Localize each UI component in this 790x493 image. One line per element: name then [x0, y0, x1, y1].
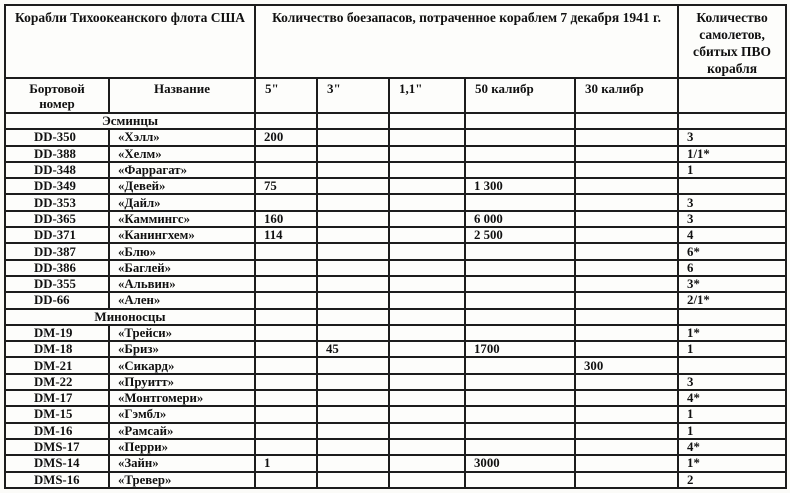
ammo-1-1in-cell	[389, 374, 465, 390]
ammo-30cal-cell	[575, 439, 678, 455]
ship-number-cell: DM-17	[5, 390, 109, 406]
empty-cell	[317, 309, 389, 325]
ammo-50cal-cell	[465, 374, 575, 390]
ammo-3in-cell	[317, 423, 389, 439]
aa-kills-cell: 4*	[678, 439, 786, 455]
ammo-3in-cell	[317, 292, 389, 308]
ammo-5in-cell	[255, 260, 317, 276]
ship-number-cell: DMS-14	[5, 455, 109, 471]
col-header-hull-number: Бортовой номер	[5, 78, 109, 113]
ammo-30cal-cell	[575, 243, 678, 259]
ammo-5in-cell	[255, 472, 317, 488]
ammo-30cal-cell	[575, 194, 678, 210]
ammo-1-1in-cell	[389, 292, 465, 308]
ammo-5in-cell	[255, 162, 317, 178]
ammo-50cal-cell	[465, 357, 575, 373]
aa-kills-cell: 3	[678, 194, 786, 210]
ship-name-cell: «Хэлл»	[109, 129, 255, 145]
empty-cell	[389, 309, 465, 325]
header-ammo-group: Количество боезапасов, потраченное кораблем 7 декабря 1941 г.	[255, 5, 678, 78]
aa-kills-cell: 1/1*	[678, 146, 786, 162]
section-title: Эсминцы	[5, 113, 255, 129]
ammo-3in-cell	[317, 276, 389, 292]
ship-name-cell: «Тревер»	[109, 472, 255, 488]
ship-name-cell: «Зайн»	[109, 455, 255, 471]
ship-name-cell: «Хелм»	[109, 146, 255, 162]
ship-name-cell: «Пруитт»	[109, 374, 255, 390]
ship-name-cell: «Блю»	[109, 243, 255, 259]
ammo-50cal-cell	[465, 439, 575, 455]
table-row	[5, 357, 786, 373]
table-row	[5, 194, 786, 210]
ammo-5in-cell	[255, 357, 317, 373]
ammo-3in-cell	[317, 194, 389, 210]
ammo-30cal-cell	[575, 374, 678, 390]
section-row	[5, 309, 786, 325]
empty-cell	[678, 309, 786, 325]
col-header-3in: 3"	[317, 78, 389, 113]
ammo-50cal-cell	[465, 146, 575, 162]
ship-number-cell: DD-66	[5, 292, 109, 308]
ammo-1-1in-cell	[389, 472, 465, 488]
ship-number-cell: DD-388	[5, 146, 109, 162]
ammo-50cal-cell	[465, 390, 575, 406]
ship-name-cell: «Сикард»	[109, 357, 255, 373]
ammo-3in-cell	[317, 243, 389, 259]
aa-kills-cell: 2/1*	[678, 292, 786, 308]
table-row	[5, 211, 786, 227]
ship-number-cell: DM-15	[5, 406, 109, 422]
ammo-50cal-cell	[465, 162, 575, 178]
aa-kills-cell: 3	[678, 129, 786, 145]
ship-number-cell: DM-16	[5, 423, 109, 439]
aa-kills-cell: 4*	[678, 390, 786, 406]
ammo-5in-cell	[255, 390, 317, 406]
ship-name-cell: «Гэмбл»	[109, 406, 255, 422]
ship-number-cell: DD-348	[5, 162, 109, 178]
ammo-30cal-cell	[575, 455, 678, 471]
col-header-aa-empty	[678, 78, 786, 113]
aa-kills-cell: 6	[678, 260, 786, 276]
aa-kills-cell: 1	[678, 162, 786, 178]
ammo-50cal-cell: 6 000	[465, 211, 575, 227]
header-group-row	[5, 5, 786, 78]
aa-kills-cell: 1	[678, 341, 786, 357]
ammo-1-1in-cell	[389, 325, 465, 341]
table-row	[5, 472, 786, 488]
ammo-3in-cell	[317, 178, 389, 194]
ammo-1-1in-cell	[389, 243, 465, 259]
ship-name-cell: «Фаррагат»	[109, 162, 255, 178]
ammo-1-1in-cell	[389, 178, 465, 194]
ammo-5in-cell: 114	[255, 227, 317, 243]
ammo-3in-cell	[317, 472, 389, 488]
col-header-5in: 5"	[255, 78, 317, 113]
ammo-30cal-cell	[575, 260, 678, 276]
ammo-30cal-cell	[575, 178, 678, 194]
ammo-30cal-cell	[575, 292, 678, 308]
col-header-30cal: 30 калибр	[575, 78, 678, 113]
aa-kills-cell: 3	[678, 374, 786, 390]
table-row	[5, 374, 786, 390]
ammo-5in-cell: 1	[255, 455, 317, 471]
ammo-3in-cell	[317, 390, 389, 406]
ammo-3in-cell	[317, 325, 389, 341]
ammo-5in-cell	[255, 325, 317, 341]
ammo-5in-cell	[255, 374, 317, 390]
ammo-5in-cell	[255, 423, 317, 439]
ammo-1-1in-cell	[389, 439, 465, 455]
empty-cell	[317, 113, 389, 129]
ammo-3in-cell	[317, 260, 389, 276]
ammo-1-1in-cell	[389, 194, 465, 210]
ship-number-cell: DD-349	[5, 178, 109, 194]
table-row	[5, 178, 786, 194]
ammo-3in-cell	[317, 162, 389, 178]
ammo-3in-cell	[317, 227, 389, 243]
ammo-30cal-cell	[575, 423, 678, 439]
ammo-50cal-cell	[465, 292, 575, 308]
ammo-1-1in-cell	[389, 455, 465, 471]
aa-kills-cell: 2	[678, 472, 786, 488]
ship-name-cell: «Перри»	[109, 439, 255, 455]
ammo-1-1in-cell	[389, 406, 465, 422]
ammo-30cal-cell	[575, 472, 678, 488]
ammo-50cal-cell	[465, 243, 575, 259]
table-row	[5, 292, 786, 308]
empty-cell	[465, 309, 575, 325]
ammo-1-1in-cell	[389, 211, 465, 227]
ship-number-cell: DM-19	[5, 325, 109, 341]
ammo-5in-cell	[255, 146, 317, 162]
ammo-1-1in-cell	[389, 129, 465, 145]
table-row	[5, 146, 786, 162]
header-aa-group: Количество самолетов, сбитых ПВО корабля	[678, 5, 786, 78]
ammo-3in-cell	[317, 439, 389, 455]
table-row	[5, 325, 786, 341]
ammo-5in-cell: 160	[255, 211, 317, 227]
ammo-50cal-cell	[465, 472, 575, 488]
ammo-30cal-cell	[575, 227, 678, 243]
ammo-1-1in-cell	[389, 357, 465, 373]
ammo-5in-cell: 75	[255, 178, 317, 194]
ammo-50cal-cell	[465, 406, 575, 422]
ammo-3in-cell	[317, 146, 389, 162]
ammo-30cal-cell	[575, 146, 678, 162]
ship-number-cell: DD-387	[5, 243, 109, 259]
ship-name-cell: «Дайл»	[109, 194, 255, 210]
table-row	[5, 243, 786, 259]
ammo-50cal-cell	[465, 325, 575, 341]
ammo-5in-cell	[255, 439, 317, 455]
empty-cell	[389, 113, 465, 129]
ship-number-cell: DMS-17	[5, 439, 109, 455]
ammo-1-1in-cell	[389, 227, 465, 243]
ammo-30cal-cell	[575, 341, 678, 357]
ammo-30cal-cell	[575, 325, 678, 341]
ship-number-cell: DMS-16	[5, 472, 109, 488]
aa-kills-cell: 1*	[678, 325, 786, 341]
ammo-1-1in-cell	[389, 390, 465, 406]
ammo-50cal-cell: 1700	[465, 341, 575, 357]
ammo-1-1in-cell	[389, 341, 465, 357]
ammo-30cal-cell	[575, 276, 678, 292]
empty-cell	[255, 113, 317, 129]
aa-kills-cell: 3	[678, 211, 786, 227]
table-row	[5, 227, 786, 243]
ship-number-cell: DD-365	[5, 211, 109, 227]
col-header-50cal: 50 калибр	[465, 78, 575, 113]
ship-number-cell: DM-21	[5, 357, 109, 373]
table-row	[5, 439, 786, 455]
ammo-3in-cell	[317, 357, 389, 373]
ammo-50cal-cell	[465, 194, 575, 210]
ammo-50cal-cell	[465, 276, 575, 292]
ammo-30cal-cell	[575, 129, 678, 145]
section-title: Миноносцы	[5, 309, 255, 325]
ammo-30cal-cell	[575, 390, 678, 406]
ship-number-cell: DD-350	[5, 129, 109, 145]
header-columns-row	[5, 78, 786, 113]
ammo-3in-cell	[317, 374, 389, 390]
ship-name-cell: «Бриз»	[109, 341, 255, 357]
ammo-5in-cell	[255, 341, 317, 357]
table-row	[5, 423, 786, 439]
table-row	[5, 406, 786, 422]
ammo-3in-cell	[317, 129, 389, 145]
table-row	[5, 276, 786, 292]
ammo-5in-cell	[255, 243, 317, 259]
aa-kills-cell: 4	[678, 227, 786, 243]
ammo-30cal-cell	[575, 162, 678, 178]
empty-cell	[465, 113, 575, 129]
ship-number-cell: DD-355	[5, 276, 109, 292]
empty-cell	[255, 309, 317, 325]
table-row	[5, 455, 786, 471]
aa-kills-cell: 1*	[678, 455, 786, 471]
table-row	[5, 390, 786, 406]
ammo-expenditure-table	[4, 4, 787, 489]
ship-number-cell: DM-22	[5, 374, 109, 390]
empty-cell	[575, 309, 678, 325]
aa-kills-cell: 1	[678, 423, 786, 439]
ammo-50cal-cell	[465, 129, 575, 145]
ammo-1-1in-cell	[389, 276, 465, 292]
ship-name-cell: «Канингхем»	[109, 227, 255, 243]
ammo-1-1in-cell	[389, 260, 465, 276]
table-row	[5, 341, 786, 357]
ship-name-cell: «Каммингс»	[109, 211, 255, 227]
ammo-1-1in-cell	[389, 146, 465, 162]
ammo-3in-cell	[317, 406, 389, 422]
ammo-30cal-cell: 300	[575, 357, 678, 373]
table-row	[5, 162, 786, 178]
ammo-30cal-cell	[575, 406, 678, 422]
aa-kills-cell	[678, 178, 786, 194]
ammo-50cal-cell	[465, 423, 575, 439]
ammo-50cal-cell: 3000	[465, 455, 575, 471]
ship-number-cell: DD-386	[5, 260, 109, 276]
empty-cell	[575, 113, 678, 129]
empty-cell	[678, 113, 786, 129]
ship-number-cell: DD-371	[5, 227, 109, 243]
ammo-5in-cell	[255, 292, 317, 308]
aa-kills-cell: 1	[678, 406, 786, 422]
table-body	[5, 113, 786, 488]
ammo-30cal-cell	[575, 211, 678, 227]
ship-number-cell: DM-18	[5, 341, 109, 357]
aa-kills-cell	[678, 357, 786, 373]
ammo-3in-cell: 45	[317, 341, 389, 357]
ship-number-cell: DD-353	[5, 194, 109, 210]
ammo-1-1in-cell	[389, 162, 465, 178]
ammo-1-1in-cell	[389, 423, 465, 439]
ammo-5in-cell	[255, 406, 317, 422]
col-header-1-1in: 1,1"	[389, 78, 465, 113]
ship-name-cell: «Ален»	[109, 292, 255, 308]
section-row	[5, 113, 786, 129]
ammo-5in-cell	[255, 276, 317, 292]
table-row	[5, 129, 786, 145]
ship-name-cell: «Монтгомери»	[109, 390, 255, 406]
ammo-3in-cell	[317, 455, 389, 471]
ammo-5in-cell	[255, 194, 317, 210]
ammo-3in-cell	[317, 211, 389, 227]
ammo-5in-cell: 200	[255, 129, 317, 145]
ammo-50cal-cell: 1 300	[465, 178, 575, 194]
aa-kills-cell: 3*	[678, 276, 786, 292]
aa-kills-cell: 6*	[678, 243, 786, 259]
table-row	[5, 260, 786, 276]
col-header-name: Название	[109, 78, 255, 113]
ship-name-cell: «Девей»	[109, 178, 255, 194]
header-ships-group: Корабли Тихоокеанского флота США	[5, 5, 255, 78]
ship-name-cell: «Рамсай»	[109, 423, 255, 439]
ammo-50cal-cell	[465, 260, 575, 276]
ship-name-cell: «Баглей»	[109, 260, 255, 276]
ship-name-cell: «Альвин»	[109, 276, 255, 292]
ship-name-cell: «Трейси»	[109, 325, 255, 341]
ammo-50cal-cell: 2 500	[465, 227, 575, 243]
